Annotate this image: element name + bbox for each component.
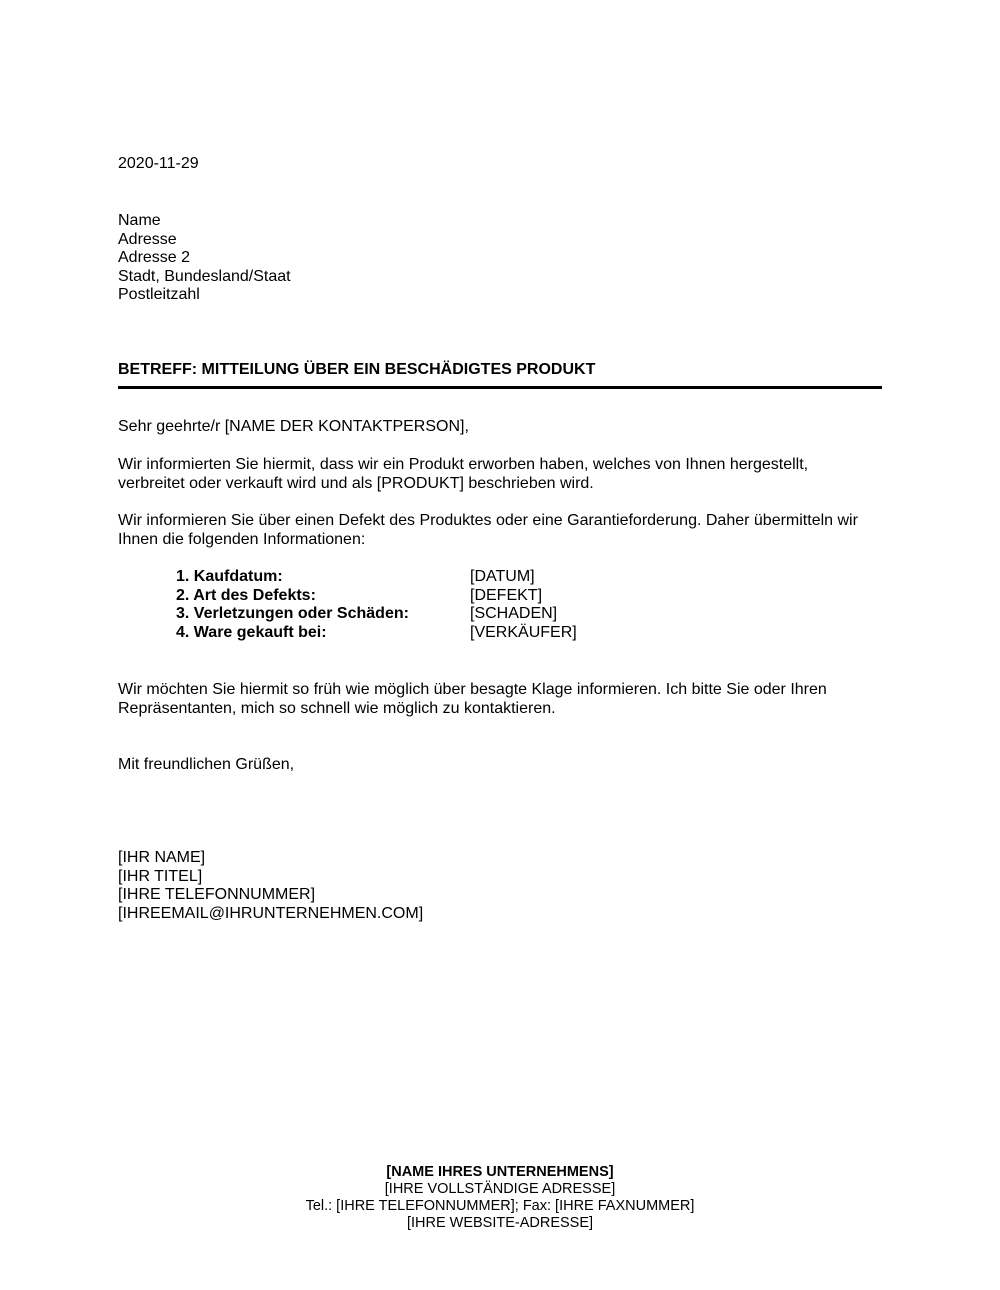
paragraph-3-line-1: Wir möchten Sie hiermit so früh wie möglich über besagte Klage informieren. Ich bitte Sie oder Ihren bbox=[118, 681, 827, 698]
date-text: 2020-11-29 bbox=[118, 155, 199, 172]
signature-block bbox=[118, 849, 423, 923]
paragraph-3-line-2: Repräsentanten, mich so schnell wie möglich zu kontaktieren. bbox=[118, 699, 556, 717]
detail-row-damages bbox=[176, 605, 577, 624]
detail-label: 3. Verletzungen oder Schäden: bbox=[176, 605, 409, 622]
detail-row-defect-type bbox=[176, 587, 577, 606]
salutation: Sehr geehrte/r [NAME DER KONTAKTPERSON], bbox=[118, 418, 469, 435]
sender-title: [IHR TITEL] bbox=[118, 867, 203, 885]
detail-value: [DEFEKT] bbox=[470, 586, 543, 604]
detail-row-purchase-date bbox=[176, 568, 577, 587]
defect-details-list bbox=[176, 568, 577, 642]
subject-divider bbox=[118, 386, 882, 389]
detail-label: 4. Ware gekauft bei: bbox=[176, 623, 327, 641]
paragraph-2-line-2: Ihnen die folgenden Informationen: bbox=[118, 530, 366, 548]
body-paragraph-3 bbox=[118, 681, 888, 718]
recipient-address-line-1: Adresse bbox=[118, 230, 177, 248]
recipient-city-state: Stadt, Bundesland/Staat bbox=[118, 267, 291, 285]
closing: Mit freundlichen Grüßen, bbox=[118, 756, 295, 773]
subject-heading: BETREFF: MITTEILUNG ÜBER EIN BESCHÄDIGTES PRODUKT bbox=[118, 361, 596, 378]
sender-phone: [IHRE TELEFONNUMMER] bbox=[118, 886, 316, 903]
paragraph-2-line-1: Wir informieren Sie über einen Defekt des Produktes oder eine Garantieforderung. Daher übermitteln wir bbox=[118, 512, 858, 529]
letterhead-footer bbox=[0, 1164, 1000, 1232]
sender-email: [IHREEMAIL@IHRUNTERNEHMEN.COM] bbox=[118, 904, 424, 922]
paragraph-1-line-1: Wir informierten Sie hiermit, dass wir ein Produkt erworben haben, welches von Ihnen hergestellt, bbox=[118, 456, 809, 473]
detail-value: [SCHADEN] bbox=[470, 605, 558, 622]
detail-value: [VERKÄUFER] bbox=[470, 623, 577, 641]
recipient-address-line-2: Adresse 2 bbox=[118, 249, 191, 266]
letter-date bbox=[118, 155, 199, 174]
detail-label: 2. Art des Defekts: bbox=[176, 586, 316, 604]
footer-address: [IHRE VOLLSTÄNDIGE ADRESSE] bbox=[384, 1181, 616, 1197]
footer-company-name: [NAME IHRES UNTERNEHMENS] bbox=[386, 1164, 614, 1180]
detail-label: 1. Kaufdatum: bbox=[176, 568, 283, 585]
body-paragraph-1 bbox=[118, 456, 888, 493]
recipient-address-block bbox=[118, 212, 291, 305]
sender-name: [IHR NAME] bbox=[118, 849, 206, 866]
body-paragraph-2 bbox=[118, 512, 888, 549]
detail-row-seller bbox=[176, 624, 577, 643]
detail-value: [DATUM] bbox=[470, 568, 535, 585]
footer-website: [IHRE WEBSITE-ADRESSE] bbox=[406, 1215, 594, 1231]
recipient-postal-code: Postleitzahl bbox=[118, 286, 200, 303]
footer-contact: Tel.: [IHRE TELEFONNUMMER]; Fax: [IHRE FAXNUMMER] bbox=[305, 1198, 695, 1214]
recipient-name: Name bbox=[118, 212, 161, 229]
paragraph-1-line-2: verbreitet oder verkauft wird und als [PRODUKT] beschrieben wird. bbox=[118, 474, 594, 492]
